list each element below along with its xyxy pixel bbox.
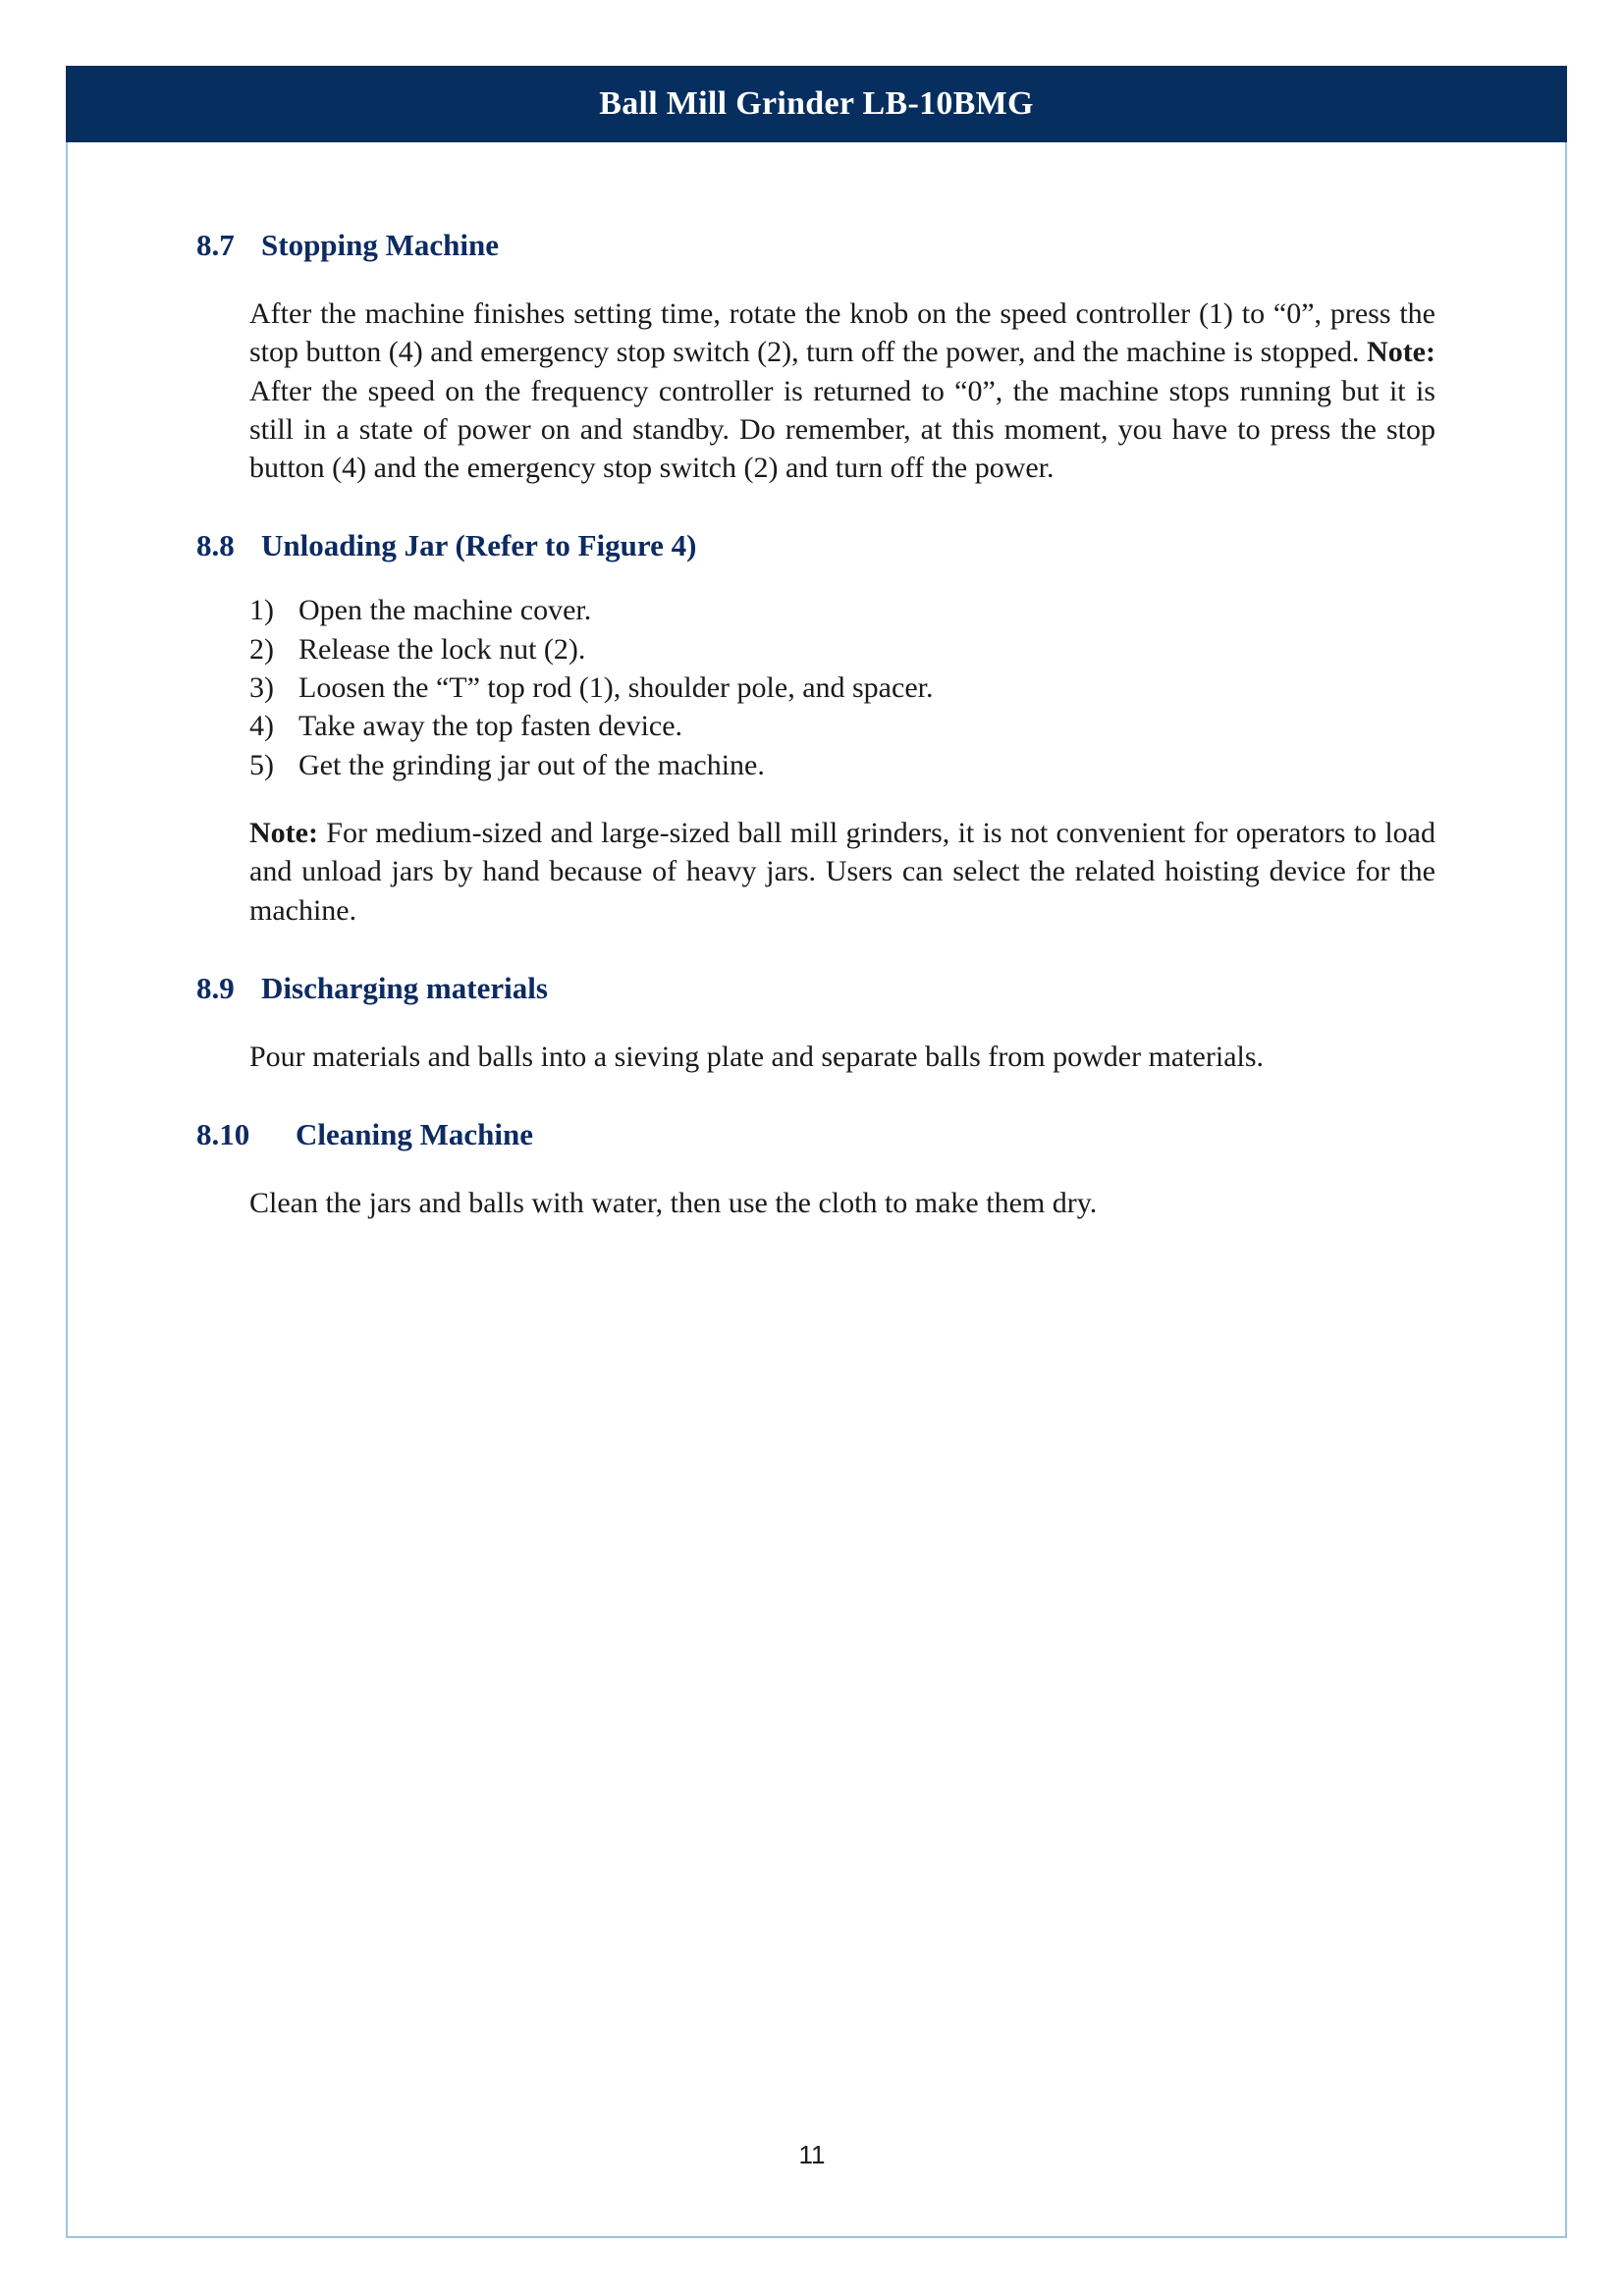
list-item-text: Take away the top fasten device.	[298, 710, 683, 743]
list-item-text: Loosen the “T” top rod (1), shoulder pole, and spacer.	[298, 671, 934, 705]
steps-list	[249, 591, 1435, 783]
page-number: 11	[798, 2140, 826, 2169]
page-content	[196, 226, 1435, 1261]
list-marker: 4)	[249, 710, 274, 743]
document-header	[66, 66, 1567, 142]
note-text: For medium-sized and large-sized ball mill grinders, it is not convenient for operators to load and unload jars by hand because of heavy jars. Users can select the related hoisting device for the machine.	[249, 816, 1435, 927]
section-number: 8.10	[196, 1117, 250, 1152]
paragraph-text: After the machine finishes setting time, rotate the knob on the speed controller (1) to “0”, press the stop button (4) and emergency stop switch (2), turn off the power, and the machine is stopped.	[249, 297, 1435, 369]
section-unloading-jar	[196, 526, 1435, 929]
list-item-text: Release the lock nut (2).	[298, 632, 586, 666]
list-item	[249, 668, 1435, 707]
note-label: Note:	[1367, 336, 1435, 369]
note-paragraph	[249, 814, 1435, 930]
section-heading	[196, 969, 1435, 1008]
section-number: 8.8	[196, 528, 235, 563]
section-discharging-materials	[196, 969, 1435, 1076]
list-marker: 5)	[249, 748, 274, 781]
list-marker: 3)	[249, 671, 274, 705]
note-label: Note:	[249, 816, 318, 849]
list-item	[249, 707, 1435, 745]
section-paragraph: Pour materials and balls into a sieving plate and separate balls from powder materials.	[249, 1040, 1265, 1073]
list-marker: 2)	[249, 632, 274, 666]
paragraph-text: After the speed on the frequency controller is returned to “0”, the machine stops running but it is still in a state of power on and standby. Do remember, at this moment, you have to press the stop button (4) and the emergency stop switch (2) and turn off the power.	[249, 374, 1435, 485]
section-stopping-machine	[196, 226, 1435, 487]
section-number: 8.9	[196, 970, 235, 1005]
section-cleaning-machine	[196, 1115, 1435, 1222]
section-number: 8.7	[196, 228, 235, 262]
section-paragraph	[249, 294, 1435, 487]
section-title: Cleaning Machine	[296, 1117, 533, 1152]
section-title: Stopping Machine	[261, 228, 500, 262]
list-item-text: Get the grinding jar out of the machine.	[298, 748, 765, 781]
section-heading	[196, 226, 1435, 265]
document-title: Ball Mill Grinder LB-10BMG	[599, 85, 1034, 122]
section-heading	[196, 526, 1435, 565]
section-title: Discharging materials	[261, 970, 548, 1005]
list-marker: 1)	[249, 594, 274, 627]
section-title: Unloading Jar (Refer to Figure 4)	[261, 528, 697, 563]
section-heading	[196, 1115, 1435, 1154]
list-item	[249, 591, 1435, 629]
list-item-text: Open the machine cover.	[298, 594, 592, 627]
list-item	[249, 630, 1435, 668]
list-item	[249, 746, 1435, 784]
section-paragraph: Clean the jars and balls with water, then use the cloth to make them dry.	[249, 1187, 1098, 1220]
